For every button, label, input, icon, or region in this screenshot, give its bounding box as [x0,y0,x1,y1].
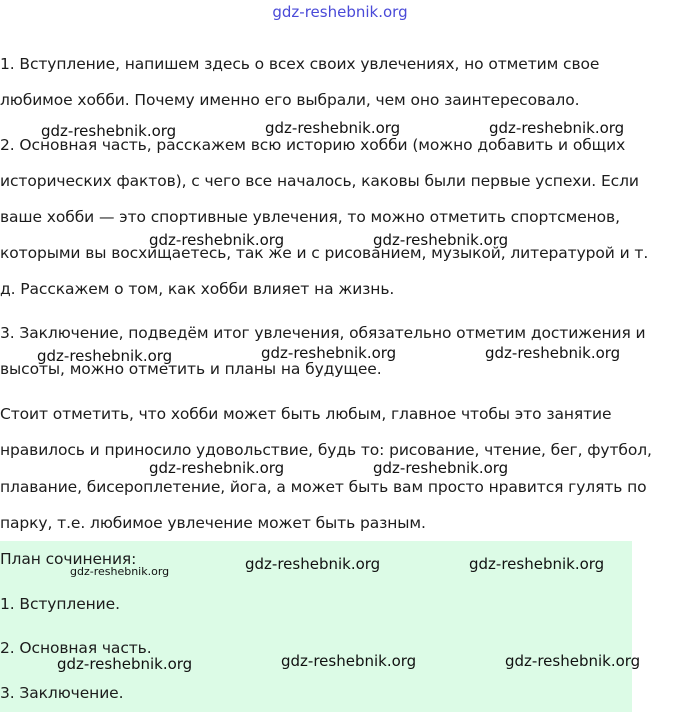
text-line: исторических фактов), с чего все началось, каковы были первые успехи. Если [0,172,639,190]
text-line: любимое хобби. Почему именно его выбрали, чем оно заинтересовало. [0,91,580,109]
text-line: Стоит отметить, что хобби может быть любым, главное чтобы это занятие [0,405,612,423]
plan-item: 3. Заключение. [0,684,124,702]
text-line: плавание, бисероплетение, йога, а может быть вам просто нравится гулять по [0,478,647,496]
watermark: gdz-reshebnik.org [469,555,605,573]
watermark: gdz-reshebnik.org [149,459,285,477]
plan-item: 2. Основная часть. [0,639,152,657]
watermark: gdz-reshebnik.org [505,652,641,670]
watermark: gdz-reshebnik.org [373,459,509,477]
watermark: gdz-reshebnik.org [245,555,381,573]
plan-title: План сочинения: [0,550,137,568]
watermark: gdz-reshebnik.org [37,347,173,365]
text-line: которыми вы восхищаетесь, так же и с рисованием, музыкой, литературой и т. [0,244,649,262]
watermark: gdz-reshebnik.org [265,119,401,137]
watermark: gdz-reshebnik.org [41,122,177,140]
watermark: gdz-reshebnik.org [149,231,285,249]
text-line: 2. Основная часть, расскажем всю историю хобби (можно добавить и общих [0,136,626,154]
watermark-top: gdz-reshebnik.org [272,3,408,21]
text-line: 1. Вступление, напишем здесь о всех своих увлечениях, но отметим свое [0,55,600,73]
watermark: gdz-reshebnik.org [281,652,417,670]
text-line: д. Расскажем о том, как хобби влияет на жизнь. [0,280,395,298]
watermark: gdz-reshebnik.org [489,119,625,137]
text-line: парку, т.е. любимое увлечение может быть разным. [0,514,426,532]
watermark: gdz-reshebnik.org [261,344,397,362]
watermark: gdz-reshebnik.org [485,344,621,362]
text-line: ваше хобби — это спортивные увлечения, то можно отметить спортсменов, [0,208,620,226]
text-line: высоты, можно отметить и планы на будущее. [0,360,382,378]
watermark: gdz-reshebnik.org [57,655,193,673]
plan-item: 1. Вступление. [0,595,120,613]
text-line: 3. Заключение, подведём итог увлечения, обязательно отметим достижения и [0,324,646,342]
watermark: gdz-reshebnik.org [373,231,509,249]
watermark-small: gdz-reshebnik.org [70,565,170,578]
text-line: нравилось и приносило удовольствие, будь то: рисование, чтение, бег, футбол, [0,441,652,459]
